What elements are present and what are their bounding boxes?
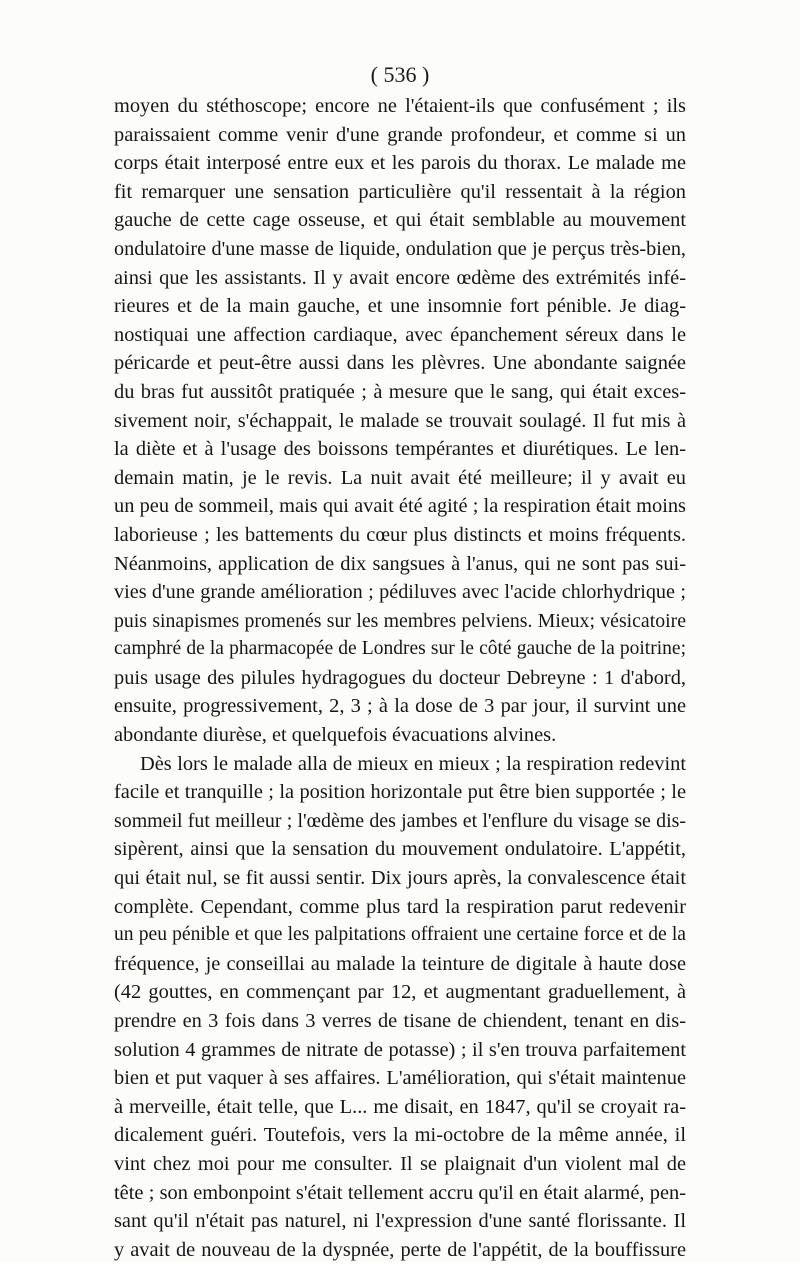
text-line: un peu de sommeil, mais qui avait été agité ; la respiration était moins: [114, 495, 686, 518]
text-line: vies d'une grande amélioration ; pédiluves avec l'acide chlorhydrique ;: [114, 581, 686, 604]
text-line: laborieuse ; les battements du cœur plus distincts et moins fréquents.: [114, 523, 686, 546]
text-line: sommeil fut meilleur ; l'œdème des jambes et l'enflure du visage se dis-: [114, 809, 686, 832]
text-line: qui était nul, se fit aussi sentir. Dix jours après, la convalescence était: [114, 867, 686, 890]
page-number: ( 536 ): [370, 62, 430, 87]
text-line: sipèrent, ainsi que la sensation du mouvement ondulatoire. L'appétit,: [114, 838, 686, 861]
text-line: Dès lors le malade alla de mieux en mieux ; la respiration redevint: [140, 752, 686, 775]
text-line: rieures et de la main gauche, et une insomnie fort pénible. Je diag-: [114, 295, 686, 318]
text-line: y avait de nouveau de la dyspnée, perte de l'appétit, de la bouffissure: [114, 1238, 686, 1261]
text-line: fit remarquer une sensation particulière qu'il ressentait à la région: [114, 180, 686, 203]
text-line: sant qu'il n'était pas naturel, ni l'expression d'une santé florissante. Il: [114, 1210, 686, 1233]
text-line: la diète et à l'usage des boissons tempérantes et diurétiques. Le len-: [114, 438, 686, 461]
text-line: du bras fut aussitôt pratiquée ; à mesure que le sang, qui était exces-: [114, 380, 686, 403]
text-line: puis sinapismes promenés sur les membres pelviens. Mieux; vésicatoire: [114, 609, 686, 632]
text-line: tête ; son embonpoint s'était tellement accru qu'il en était alarmé, pen-: [114, 1181, 686, 1204]
text-line: complète. Cependant, comme plus tard la respiration parut redevenir: [114, 895, 686, 918]
text-line: Néanmoins, application de dix sangsues à l'anus, qui ne sont pas sui-: [114, 552, 686, 575]
text-line: facile et tranquille ; la position horizontale put être bien supportée ; le: [114, 781, 686, 804]
text-line: vint chez moi pour me consulter. Il se plaignait d'un violent mal de: [114, 1152, 686, 1175]
text-line: à merveille, était telle, que L... me disait, en 1847, qu'il se croyait ra-: [114, 1095, 686, 1118]
text-line: demain matin, je le revis. La nuit avait été meilleure; il y avait eu: [114, 466, 686, 489]
text-line: abondante diurèse, et quelquefois évacuations alvines.: [114, 724, 557, 747]
text-line: un peu pénible et que les palpitations offraient une certaine force et de la: [114, 924, 686, 946]
text-line: ainsi que les assistants. Il y avait encore œdème des extrémités infé-: [114, 266, 686, 289]
text-line: corps était interposé entre eux et les parois du thorax. Le malade me: [114, 152, 686, 175]
text-line: ondulatoire d'une masse de liquide, ondulation que je perçus très-bien,: [114, 237, 686, 260]
text-line: moyen du stéthoscope; encore ne l'étaient-ils que confusément ; ils: [114, 95, 686, 117]
text-line: sivement noir, s'échappait, le malade se trouvait soulagé. Il fut mis à: [114, 409, 686, 432]
text-line: nostiquai une affection cardiaque, avec épanchement séreux dans le: [114, 323, 686, 346]
text-line: (42 gouttes, en commençant par 12, et augmentant graduellement, à: [114, 981, 686, 1004]
text-line: camphré de la pharmacopée de Londres sur le côté gauche de la poitrine;: [114, 638, 686, 660]
text-line: ensuite, progressivement, 2, 3 ; à la dose de 3 par jour, il survint une: [114, 695, 686, 718]
text-line: dicalement guéri. Toutefois, vers la mi-octobre de la même année, il: [114, 1124, 686, 1147]
text-line: puis usage des pilules hydragogues du docteur Debreyne : 1 d'abord,: [114, 666, 686, 689]
text-line: péricarde et peut-être aussi dans les plèvres. Une abondante saignée: [114, 352, 686, 375]
text-line: solution 4 grammes de nitrate de potasse) ; il s'en trouva parfaitement: [114, 1038, 686, 1061]
text-line: fréquence, je conseillai au malade la teinture de digitale à haute dose: [114, 952, 686, 975]
text-line: gauche de cette cage osseuse, et qui était semblable au mouvement: [114, 209, 686, 232]
text-line: prendre en 3 fois dans 3 verres de tisane de chiendent, tenant en dis-: [114, 1010, 686, 1032]
text-line: paraissaient comme venir d'une grande profondeur, et comme si un: [114, 123, 686, 146]
body-text: [114, 92, 686, 1264]
text-line: bien et put vaquer à ses affaires. L'amélioration, qui s'était maintenue: [114, 1067, 686, 1090]
